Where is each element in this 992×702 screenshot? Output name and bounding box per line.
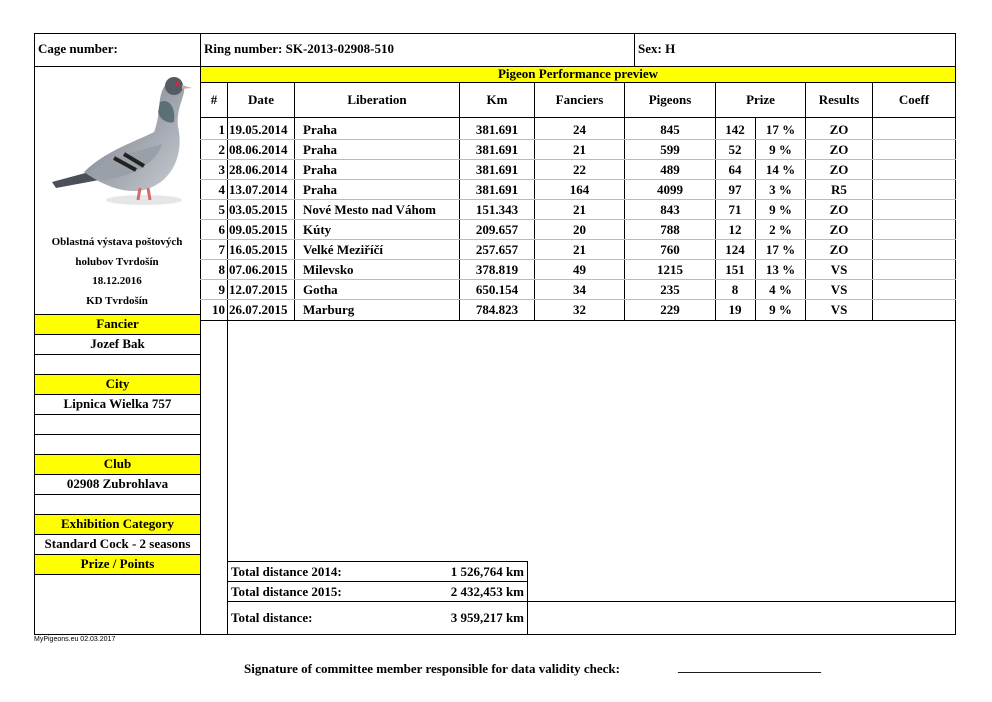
row-km: 381.691 — [475, 182, 519, 197]
row-result: VS — [830, 282, 848, 297]
row-prize: 97 — [728, 182, 742, 197]
row-km: 378.819 — [475, 262, 519, 277]
fancier-name: Jozef Bak — [90, 336, 145, 351]
row-liberation: Praha — [303, 122, 337, 137]
row-pigeons: 760 — [660, 242, 680, 257]
col-header-results: Results — [818, 92, 860, 107]
row-pigeons: 845 — [660, 122, 680, 137]
total-distance-value: 3 959,217 km — [450, 610, 524, 625]
city-label: City — [105, 376, 130, 391]
row-km: 209.657 — [475, 222, 519, 237]
exhibition-name-line1: Oblastná výstava poštových — [51, 236, 183, 248]
row-date: 26.07.2015 — [229, 302, 288, 317]
row-pigeons: 1215 — [657, 262, 683, 277]
row-prize-percent: 3 % — [769, 182, 792, 197]
signature-line: ______________________ — [678, 659, 821, 674]
row-pigeons: 235 — [660, 282, 680, 297]
row-pigeons: 788 — [660, 222, 680, 237]
row-liberation: Marburg — [303, 302, 355, 317]
col-header-km: Km — [486, 92, 508, 107]
row-number: 1 — [218, 122, 225, 137]
row-result: R5 — [831, 182, 847, 197]
exhibition-name-line2: holubov Tvrdošín — [75, 256, 159, 268]
row-number: 3 — [218, 162, 225, 177]
row-fanciers: 20 — [573, 222, 586, 237]
category-label: Exhibition Category — [60, 516, 175, 531]
row-fanciers: 21 — [573, 142, 586, 157]
row-km: 381.691 — [475, 122, 519, 137]
col-header-fanciers: Fanciers — [555, 92, 604, 107]
row-km: 257.657 — [475, 242, 519, 257]
signature-label: Signature of committee member responsible for data validity check: — [244, 661, 620, 676]
exhibition-date: 18.12.2016 — [92, 275, 142, 287]
row-pigeons: 489 — [660, 162, 680, 177]
pigeon-image — [44, 72, 194, 207]
row-fanciers: 21 — [573, 242, 586, 257]
row-prize: 151 — [725, 262, 745, 277]
row-date: 16.05.2015 — [229, 242, 288, 257]
col-header-date: Date — [248, 92, 274, 107]
row-pigeons: 843 — [660, 202, 680, 217]
category-value: Standard Cock - 2 seasons — [44, 536, 191, 551]
row-prize: 12 — [728, 222, 742, 237]
total-distance-label: Total distance: — [231, 610, 313, 625]
row-prize-percent: 14 % — [765, 162, 796, 177]
row-date: 19.05.2014 — [229, 122, 288, 137]
row-prize: 19 — [728, 302, 742, 317]
row-prize: 124 — [725, 242, 745, 257]
row-date: 03.05.2015 — [229, 202, 288, 217]
row-number: 6 — [218, 222, 225, 237]
row-km: 381.691 — [475, 162, 519, 177]
row-liberation: Milevsko — [303, 262, 354, 277]
row-fanciers: 21 — [573, 202, 586, 217]
row-fanciers: 164 — [569, 182, 590, 197]
row-liberation: Praha — [303, 182, 337, 197]
row-number: 9 — [218, 282, 225, 297]
row-result: ZO — [829, 222, 849, 237]
row-number: 7 — [218, 242, 225, 257]
row-result: ZO — [829, 242, 849, 257]
row-liberation: Velké Meziříčí — [303, 242, 384, 257]
row-liberation: Gotha — [303, 282, 338, 297]
row-fanciers: 32 — [573, 302, 586, 317]
col-header-coeff: Coeff — [898, 92, 930, 107]
col-header-number: # — [210, 92, 218, 107]
row-pigeons: 4099 — [657, 182, 683, 197]
row-pigeons: 229 — [660, 302, 680, 317]
row-fanciers: 24 — [573, 122, 586, 137]
row-date: 09.05.2015 — [229, 222, 288, 237]
row-date: 13.07.2014 — [229, 182, 288, 197]
row-prize: 64 — [728, 162, 742, 177]
row-liberation: Kúty — [303, 222, 332, 237]
row-number: 5 — [218, 202, 225, 217]
exhibition-venue: KD Tvrdošín — [86, 295, 148, 307]
row-prize: 142 — [725, 122, 745, 137]
row-prize: 8 — [731, 282, 739, 297]
row-liberation: Nové Mesto nad Váhom — [303, 202, 437, 217]
prize-points-label: Prize / Points — [80, 556, 155, 571]
row-result: ZO — [829, 162, 849, 177]
row-fanciers: 22 — [573, 162, 586, 177]
row-date: 07.06.2015 — [229, 262, 288, 277]
table-title: Pigeon Performance preview — [497, 66, 659, 81]
row-prize-percent: 9 % — [769, 302, 792, 317]
row-km: 784.823 — [475, 302, 519, 317]
club-label: Club — [103, 456, 132, 471]
row-prize: 52 — [728, 142, 742, 157]
total-2014-label: Total distance 2014: — [231, 564, 342, 579]
row-fanciers: 34 — [573, 282, 586, 297]
ring-number-label: Ring number: SK-2013-02908-510 — [204, 41, 394, 56]
sex-label: Sex: H — [638, 41, 676, 56]
row-fanciers: 49 — [573, 262, 586, 277]
row-km: 381.691 — [475, 142, 519, 157]
row-liberation: Praha — [303, 142, 337, 157]
row-km: 151.343 — [475, 202, 519, 217]
row-result: ZO — [829, 122, 849, 137]
row-prize-percent: 13 % — [765, 262, 796, 277]
watermark: MyPigeons.eu 02.03.2017 — [34, 636, 116, 643]
row-result: VS — [830, 262, 848, 277]
total-2014-value: 1 526,764 km — [450, 564, 524, 579]
row-pigeons: 599 — [660, 142, 680, 157]
fancier-label: Fancier — [96, 316, 139, 331]
row-liberation: Praha — [303, 162, 337, 177]
row-result: VS — [830, 302, 848, 317]
total-2015-value: 2 432,453 km — [450, 584, 524, 599]
row-date: 28.06.2014 — [229, 162, 288, 177]
row-prize: 71 — [728, 202, 742, 217]
row-number: 10 — [212, 302, 225, 317]
row-prize-percent: 4 % — [769, 282, 792, 297]
club-value: 02908 Zubrohlava — [66, 476, 169, 491]
row-result: ZO — [829, 142, 849, 157]
row-prize-percent: 9 % — [769, 142, 792, 157]
col-header-prize: Prize — [746, 92, 775, 107]
row-prize-percent: 2 % — [769, 222, 792, 237]
row-prize-percent: 17 % — [765, 122, 796, 137]
col-header-pigeons: Pigeons — [648, 92, 692, 107]
row-prize-percent: 9 % — [769, 202, 792, 217]
row-date: 12.07.2015 — [229, 282, 288, 297]
cage-number-label: Cage number: — [38, 41, 118, 56]
row-number: 4 — [218, 182, 225, 197]
city-value: Lipnica Wielka 757 — [63, 396, 172, 411]
row-date: 08.06.2014 — [229, 142, 288, 157]
total-2015-label: Total distance 2015: — [231, 584, 342, 599]
row-prize-percent: 17 % — [765, 242, 796, 257]
row-number: 2 — [218, 142, 225, 157]
row-number: 8 — [218, 262, 225, 277]
row-km: 650.154 — [475, 282, 519, 297]
row-result: ZO — [829, 202, 849, 217]
col-header-liberation: Liberation — [347, 92, 407, 107]
